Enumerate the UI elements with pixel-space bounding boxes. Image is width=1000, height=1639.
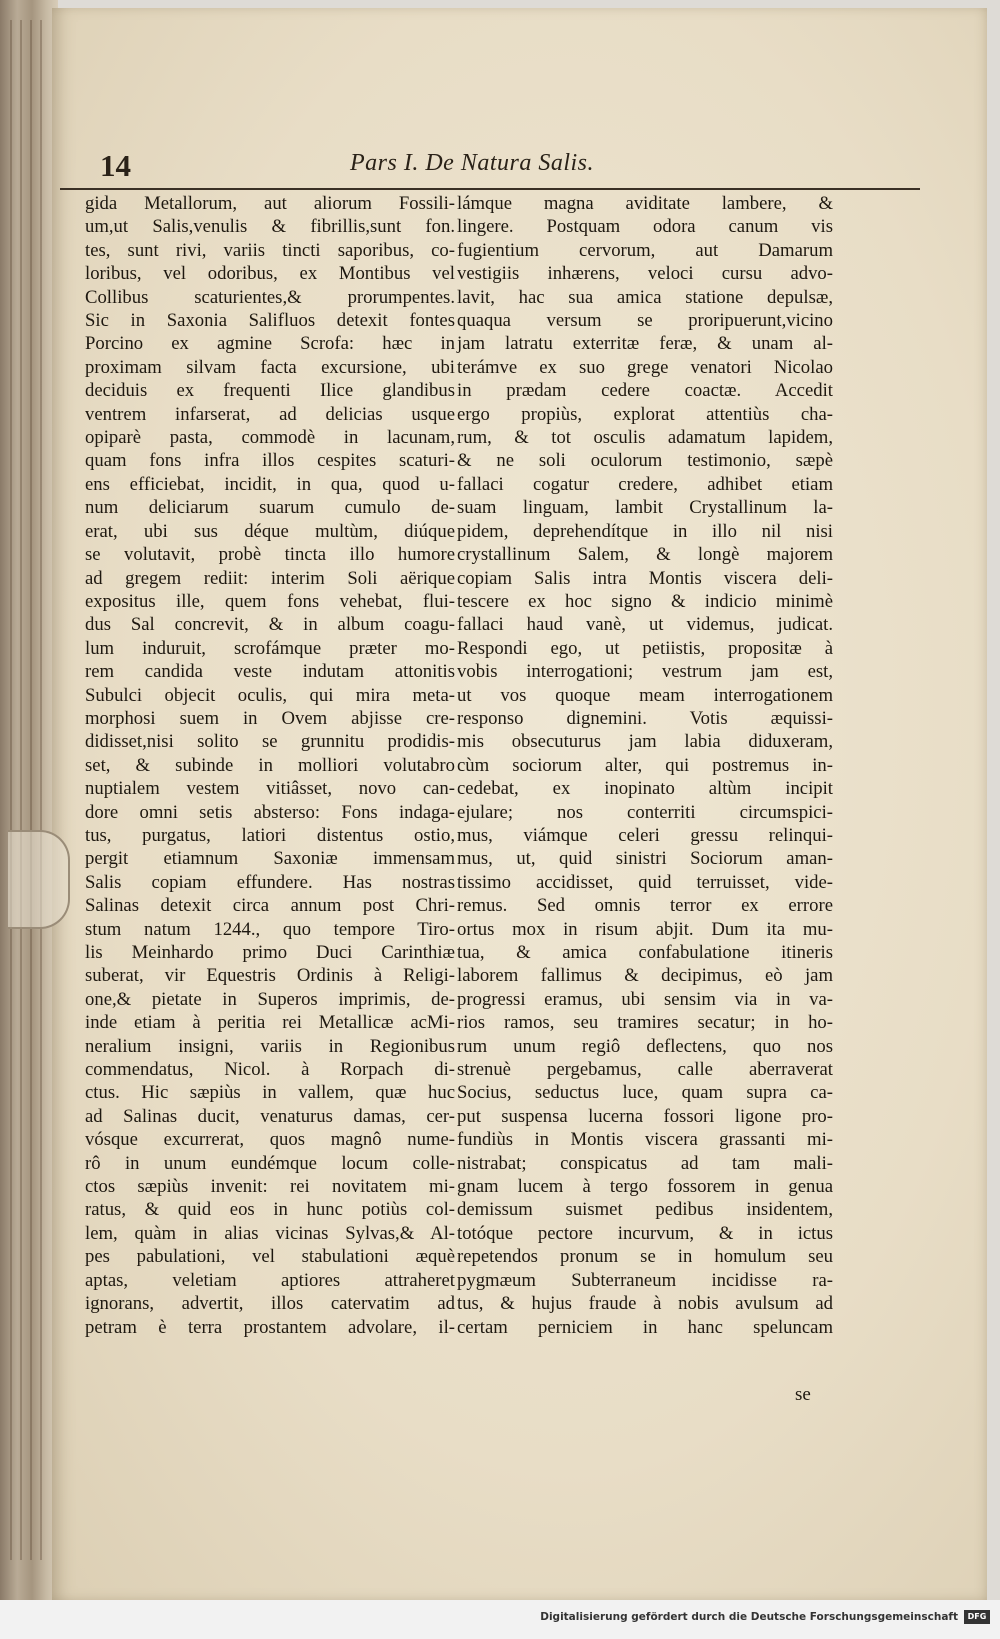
text-line: jam latratu exterritæ feræ, & unam al- xyxy=(457,333,833,355)
text-line: lum induruit, scrofámque præter mo- xyxy=(85,637,455,659)
text-line: neralium insigni, variis in Regionibus xyxy=(85,1035,455,1057)
text-line: fallaci haud vanè, ut videmus, judicat. xyxy=(457,614,833,636)
page-number: 14 xyxy=(100,148,131,183)
text-line: totóque pectore incurvum, & in ictus xyxy=(457,1222,833,1244)
header-rule xyxy=(60,188,920,190)
text-line: pergit etiamnum Saxoniæ immensam xyxy=(85,848,455,870)
catchword: se xyxy=(795,1384,811,1405)
text-line: petram è terra prostantem advolare, il- xyxy=(85,1316,455,1338)
text-line: put suspensa lucerna fossori ligone pro- xyxy=(457,1105,833,1127)
text-line: rô in unum eundémque locum colle- xyxy=(85,1152,455,1174)
text-line: dore omni setis absterso: Fons indaga- xyxy=(85,801,455,823)
text-line: gida Metallorum, aut aliorum Fossili- xyxy=(85,193,455,214)
text-line: ad gregem rediit: interim Soli aërique xyxy=(85,567,455,589)
text-line: Salis copiam effundere. Has nostras xyxy=(85,871,455,893)
text-line: Salinas detexit circa annum post Chri- xyxy=(85,895,455,917)
text-line: mus, ut, quid sinistri Sociorum aman- xyxy=(457,848,833,870)
text-line: tus, purgatus, latiori distentus ostio, xyxy=(85,824,455,846)
text-line: Porcino ex agmine Scrofa: hæc in xyxy=(85,333,455,355)
text-line: ventrem infarserat, ad delicias usque xyxy=(85,403,455,425)
text-line: um,ut Salis,venulis & fibrillis,sunt fon. xyxy=(85,216,455,238)
text-line: quaqua versum se proripuerunt,vicino xyxy=(457,310,833,332)
text-line: pes pabulationi, vel stabulationi æquè xyxy=(85,1246,455,1268)
text-line: rem candida veste indutam attonitis xyxy=(85,661,455,683)
text-line: proximam silvam facta excursione, ubi xyxy=(85,356,455,378)
text-line: tua, & amica confabulatione itineris xyxy=(457,942,833,963)
text-line: cedebat, ex inopinato altùm incipit xyxy=(457,778,833,800)
text-line: responso dignemini. Votis æquissi- xyxy=(457,707,833,729)
text-line: commendatus, Nicol. à Rorpach di- xyxy=(85,1059,455,1081)
text-line: ut vos quoque meam interrogationem xyxy=(457,684,833,706)
text-line: vobis interrogationi; vestrum jam est, xyxy=(457,661,833,683)
text-line: opiparè pasta, commodè in lacunam, xyxy=(85,427,455,449)
text-line: lavit, hac sua amica statione depulsæ, xyxy=(457,286,833,308)
text-line: se volutavit, probè tincta illo humore xyxy=(85,544,455,566)
text-line: quam fons infra illos cespites scaturi- xyxy=(85,450,455,472)
text-line: cùm sociorum alter, qui postremus in- xyxy=(457,754,833,776)
text-line: mus, viámque celeri gressu relinqui- xyxy=(457,824,833,846)
text-line: tes, sunt rivi, variis tincti saporibus, co- xyxy=(85,239,455,261)
text-line: lem, quàm in alias vicinas Sylvas,& Al- xyxy=(85,1222,455,1244)
text-line: ens efficiebat, incidit, in qua, quod u- xyxy=(85,473,455,495)
text-line: lámque magna aviditate lambere, & xyxy=(457,193,833,214)
text-line: fallaci cogatur credere, adhibet etiam xyxy=(457,473,833,495)
text-line: certam perniciem in hanc speluncam xyxy=(457,1316,833,1338)
text-line: progressi eramus, ubi sensim via in va- xyxy=(457,988,833,1010)
text-line: in prædam cedere coactæ. Accedit xyxy=(457,380,833,402)
text-line: ratus, & quid eos in hunc potiùs col- xyxy=(85,1199,455,1221)
text-line: & ne soli oculorum testimonio, sæpè xyxy=(457,450,833,472)
text-line: lis Meinhardo primo Duci Carinthiæ xyxy=(85,942,455,963)
text-line: ejulare; nos conterriti circumspici- xyxy=(457,801,833,823)
text-line: demissum suismet pedibus insidentem, xyxy=(457,1199,833,1221)
text-line: fugientium cervorum, aut Damarum xyxy=(457,239,833,261)
text-line: remus. Sed omnis terror ex errore xyxy=(457,895,833,917)
text-line: Collibus scaturientes,& prorumpentes. xyxy=(85,286,455,308)
text-line: erat, ubi sus déque multùm, diúque xyxy=(85,520,455,542)
text-line: vestigiis inhærens, veloci cursu advo- xyxy=(457,263,833,285)
text-line: stum natum 1244., quo tempore Tiro- xyxy=(85,918,455,940)
text-line: inde etiam à peritia rei Metallicæ acMi- xyxy=(85,1012,455,1034)
text-line: fundiùs in Montis viscera grassanti mi- xyxy=(457,1129,833,1151)
text-line: Respondi ego, ut petiistis, propositæ à xyxy=(457,637,833,659)
footer-bar xyxy=(0,1600,1000,1639)
right-column xyxy=(457,192,833,1339)
text-line: vósque excurrerat, quos magnô nume- xyxy=(85,1129,455,1151)
text-line: mis obsecuturus jam labia diduxeram, xyxy=(457,731,833,753)
text-line: Socius, seductus luce, quam supra ca- xyxy=(457,1082,833,1104)
text-line: expositus ille, quem fons vehebat, flui- xyxy=(85,590,455,612)
page-tab-marker xyxy=(8,830,70,929)
text-line: terámve ex suo grege venatori Nicolao xyxy=(457,356,833,378)
text-line: didisset,nisi solito se grunnitu prodidis- xyxy=(85,731,455,753)
text-line: rios ramos, seu tramires secatur; in ho- xyxy=(457,1012,833,1034)
text-line: num deliciarum suarum cumulo de- xyxy=(85,497,455,519)
text-line: aptas, veletiam aptiores attraheret xyxy=(85,1269,455,1291)
text-line: ad Salinas ducit, venaturus damas, cer- xyxy=(85,1105,455,1127)
text-line: suberat, vir Equestris Ordinis à Religi- xyxy=(85,965,455,987)
text-line: one,& pietate in Superos imprimis, de- xyxy=(85,988,455,1010)
text-line: rum, & tot osculis adamatum lapidem, xyxy=(457,427,833,449)
text-line: pidem, deprehendítque in illo nil nisi xyxy=(457,520,833,542)
text-line: ctus. Hic sæpiùs in vallem, quæ huc xyxy=(85,1082,455,1104)
text-line: crystallinum Salem, & longè majorem xyxy=(457,544,833,566)
text-line: rum unum regiô deflectens, quo nos xyxy=(457,1035,833,1057)
book-page-edges xyxy=(0,0,58,1600)
text-line: pygmæum Subterraneum incidisse ra- xyxy=(457,1269,833,1291)
text-line: ctos sæpiùs invenit: rei novitatem mi- xyxy=(85,1176,455,1198)
text-line: tus, & hujus fraude à nobis avulsum ad xyxy=(457,1293,833,1315)
text-line: gnam lucem à tergo fossorem in genua xyxy=(457,1176,833,1198)
text-line: deciduis ex frequenti Ilice glandibus xyxy=(85,380,455,402)
text-line: lingere. Postquam odora canum vis xyxy=(457,216,833,238)
text-line: Sic in Saxonia Salifluos detexit fontes xyxy=(85,310,455,332)
text-line: nistrabat; conspicatus ad tam mali- xyxy=(457,1152,833,1174)
text-line: ergo propiùs, explorat attentiùs cha- xyxy=(457,403,833,425)
text-line: copiam Salis intra Montis viscera deli- xyxy=(457,567,833,589)
text-line: set, & subinde in molliori volutabro xyxy=(85,754,455,776)
text-line: tissimo accidisset, quid terruisset, vide- xyxy=(457,871,833,893)
footer-credit: Digitalisierung gefördert durch die Deutsche Forschungsgemeinschaft xyxy=(540,1611,958,1623)
text-line: tescere ex hoc signo & indicio minimè xyxy=(457,590,833,612)
text-line: nuptialem vestem vitiâsset, novo can- xyxy=(85,778,455,800)
text-line: Subulci objecit oculis, qui mira meta- xyxy=(85,684,455,706)
text-line: strenuè pergebamus, calle aberraverat xyxy=(457,1059,833,1081)
text-line: ortus mox in risum abjit. Dum ita mu- xyxy=(457,918,833,940)
text-line: repetendos pronum se in homulum seu xyxy=(457,1246,833,1268)
text-line: dus Sal concrevit, & in album coagu- xyxy=(85,614,455,636)
running-head: Pars I. De Natura Salis. xyxy=(350,150,595,176)
dfg-logo: DFG xyxy=(964,1610,990,1624)
text-line: loribus, vel odoribus, ex Montibus vel xyxy=(85,263,455,285)
page-header xyxy=(100,148,910,188)
text-line: suam linguam, lambit Crystallinum la- xyxy=(457,497,833,519)
left-column xyxy=(85,192,455,1339)
text-line: morphosi suem in Ovem abjisse cre- xyxy=(85,707,455,729)
text-line: ignorans, advertit, illos catervatim ad xyxy=(85,1293,455,1315)
text-line: laborem fallimus & decipimus, eò jam xyxy=(457,965,833,987)
